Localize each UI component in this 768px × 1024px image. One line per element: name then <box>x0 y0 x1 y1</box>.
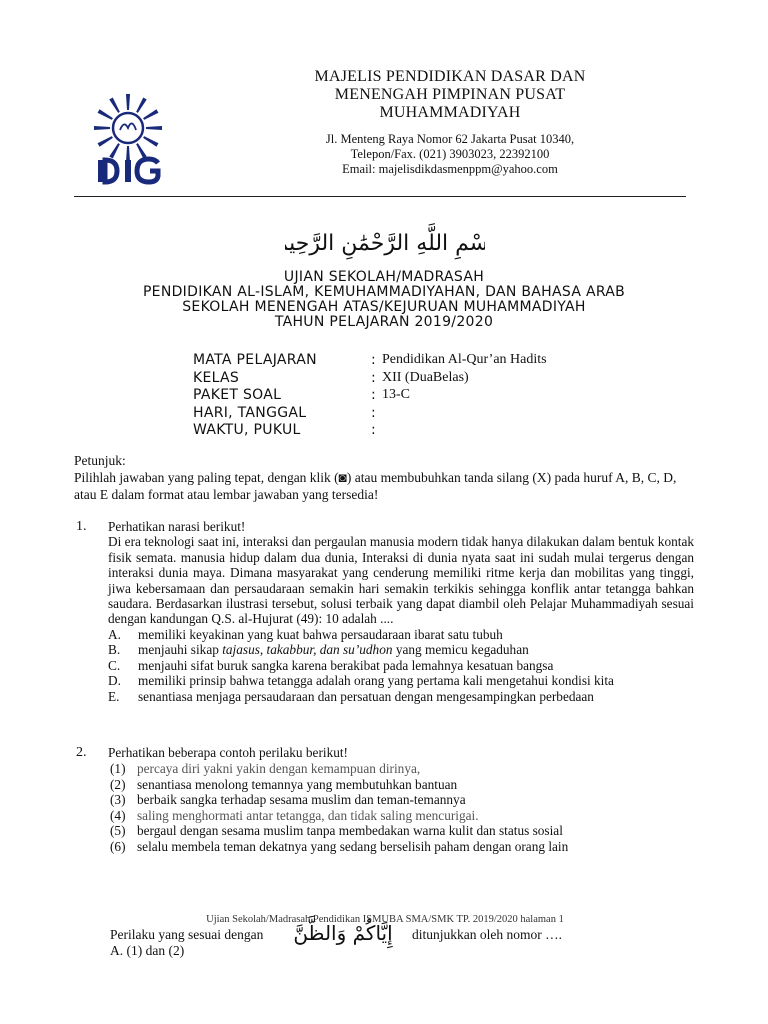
item-text: bergaul dengan sesama muslim tanpa membedakan warna kulit dan status sosial <box>137 823 563 839</box>
info-label: WAKTU, PUKUL <box>193 422 301 438</box>
behavior-item <box>108 823 694 839</box>
question-2-prompt: Perhatikan beberapa contoh perilaku berikut! <box>108 745 348 760</box>
info-value: Pendidikan Al-Qur’an Hadits <box>382 352 547 367</box>
question-1-option-b[interactable] <box>108 642 694 658</box>
item-text: senantiasa menolong temannya yang membutuhkan bantuan <box>137 776 458 792</box>
question-2-statement-end: ditunjukkan oleh nomor …. <box>412 927 562 942</box>
page-footer: Ujian Sekolah/Madrasah Pendidikan ISMUBA SMA/SMK TP. 2019/2020 halaman 1 <box>206 914 564 925</box>
org-line-2: MENENGAH PIMPINAN PUSAT <box>334 86 566 103</box>
option-letter: A. <box>108 626 121 642</box>
question-1-prompt: Perhatikan narasi berikut! <box>108 519 246 534</box>
exam-title-line-4: TAHUN PELAJARAN 2019/2020 <box>274 314 494 330</box>
info-label: MATA PELAJARAN <box>193 352 317 368</box>
info-label: KELAS <box>193 369 240 386</box>
phone-line: Telepon/Fax. (021) 3903023, 22392100 <box>350 147 550 161</box>
question-1 <box>108 519 694 704</box>
svg-text:بِسْمِ اللَّهِ الرَّحْمَٰنِ ال: بِسْمِ اللَّهِ الرَّحْمَٰنِ الرَّحِيمِ <box>285 231 485 256</box>
info-colon: : <box>371 369 376 386</box>
item-number: (1) <box>110 761 126 777</box>
org-line-3: MUHAMMADIYAH <box>379 104 521 121</box>
info-row-class <box>193 370 613 388</box>
info-row-subject <box>193 352 613 370</box>
item-text: saling menghormati antar tetangga, dan tidak saling mencurigai. <box>137 807 479 823</box>
instructions <box>74 452 696 503</box>
item-text: selalu membela teman dekatnya yang sedang berselisih paham dengan orang lain <box>137 838 569 854</box>
address-line: Jl. Menteng Raya Nomor 62 Jakarta Pusat 10340, <box>325 132 575 146</box>
info-label: PAKET SOAL <box>193 387 282 403</box>
info-colon: : <box>371 387 376 403</box>
behavior-item <box>108 792 694 808</box>
muhammadiyah-logo <box>92 92 164 186</box>
exam-title-line-1: UJIAN SEKOLAH/MADRASAH <box>283 269 485 285</box>
behavior-item <box>108 808 694 824</box>
exam-title <box>90 270 678 330</box>
behavior-item <box>108 839 694 855</box>
exam-title-line-3: SEKOLAH MENENGAH ATAS/KEJURUAN MUHAMMADIYAH <box>182 299 586 315</box>
option-text: menjauhi sifat buruk sangka karena berakibat pada lemahnya kesatuan bangsa <box>138 657 554 673</box>
behavior-item <box>108 777 694 793</box>
info-row-time <box>193 422 613 440</box>
question-2-option-a[interactable]: A. (1) dan (2) <box>110 943 185 958</box>
option-text: memiliki keyakinan yang kuat bahwa persaudaraan ibarat satu tubuh <box>138 626 503 642</box>
option-text-start: menjauhi sikap <box>138 642 223 658</box>
header-divider <box>74 196 686 197</box>
option-letter: D. <box>108 673 121 689</box>
info-label: HARI, TANGGAL <box>193 404 307 421</box>
behavior-item <box>108 761 694 777</box>
organization-name <box>250 68 650 122</box>
question-1-option-c[interactable] <box>108 658 694 674</box>
organization-address <box>250 132 650 177</box>
question-2-statement-start: Perilaku yang sesuai dengan <box>110 927 264 942</box>
info-row-date <box>193 405 613 423</box>
instructions-heading: Petunjuk: <box>74 453 126 468</box>
option-text: memiliki prinsip bahwa tetangga adalah orang yang pertama kali mengetahui kondisi kita <box>138 673 614 689</box>
info-value: XII (DuaBelas) <box>382 369 469 385</box>
item-text: berbaik sangka terhadap sesama muslim dan teman-temannya <box>137 792 466 808</box>
option-letter: C. <box>108 657 121 673</box>
option-text-end: yang memicu kegaduhan <box>392 642 529 658</box>
item-number: (4) <box>110 807 126 823</box>
question-1-option-e[interactable] <box>108 689 694 705</box>
info-row-package <box>193 387 613 405</box>
option-letter: E. <box>108 688 120 704</box>
option-text-italic: tajasus, takabbur, dan su’udhon <box>222 642 393 658</box>
exam-info-table <box>193 352 613 440</box>
info-colon: : <box>371 352 376 368</box>
arabic-phrase <box>278 916 408 950</box>
question-2 <box>108 745 694 854</box>
item-number: (6) <box>110 838 126 854</box>
question-2-number: 2. <box>76 745 87 760</box>
org-line-1: MAJELIS PENDIDIKAN DASAR DAN <box>314 68 586 85</box>
item-number: (2) <box>110 776 126 792</box>
info-colon: : <box>371 404 376 421</box>
question-1-option-d[interactable] <box>108 673 694 689</box>
svg-text:إِيَّاكُمْ وَالظَّنَّ: إِيَّاكُمْ وَالظَّنَّ <box>293 921 393 945</box>
info-colon: : <box>371 422 376 438</box>
question-1-number: 1. <box>76 519 87 534</box>
exam-title-line-2: PENDIDIKAN AL-ISLAM, KEMUHAMMADIYAHAN, DAN BAHASA ARAB <box>142 284 626 300</box>
question-1-body: Di era teknologi saat ini, interaksi dan pergaulan manusia modern tidak hanya dilakukan dalam bentuk kontak fisik semata. manusia hidup dalam dua dunia, Interaksi di dunia nyata saat ini sudah mulai tergerus dengan interaksi dunia maya. Dimana masyarakat yang cenderung memiliki ritme kerja dan mobilitas yang tinggi, jiwa kebersamaan dan persaudaraan semakin hari semakin terkikis sehingga konflik antar tetangga bahkan saudara. Berdasarkan ilustrasi tersebut, solusi terbaik yang dapat diambil oleh Pelajar Muhammadiyah sesuai dengan kandungan Q.S. al-Hujurat (49): 10 adalah .... <box>108 534 694 627</box>
item-text: percaya diri yakni yakin dengan kemampuan dirinya, <box>137 761 421 777</box>
email-line: Email: majelisdikdasmenppm@yahoo.com <box>342 162 558 176</box>
option-text: senantiasa menjaga persaudaraan dan persatuan dengan mengesampingkan perbedaan <box>138 688 594 704</box>
instructions-text: Pilihlah jawaban yang paling tepat, dengan klik (◙) atau membubuhkan tanda silang (X) pada huruf A, B, C, D, atau E dalam format atau lembar jawaban yang tersedia! <box>74 470 677 502</box>
info-value: 13-C <box>382 387 410 402</box>
option-text <box>138 642 529 657</box>
question-1-option-a[interactable] <box>108 627 694 643</box>
item-number: (3) <box>110 792 126 808</box>
item-number: (5) <box>110 823 126 839</box>
option-letter: B. <box>108 642 121 658</box>
bismillah-calligraphy <box>285 222 485 262</box>
